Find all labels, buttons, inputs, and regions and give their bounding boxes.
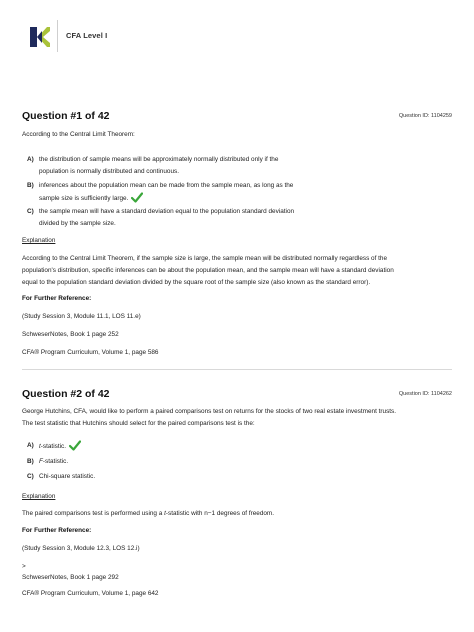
header-title: CFA Level I <box>66 31 108 40</box>
explanation-post: -statistic with n−1 degrees of freedom. <box>165 510 275 517</box>
correct-check-icon <box>131 192 143 203</box>
choice-c <box>27 206 357 230</box>
header-divider <box>57 20 58 52</box>
stem-line: George Hutchins, CFA, would like to perform a paired comparisons test on returns for the stocks of two real estate investment trusts. <box>22 408 397 415</box>
choice-b <box>27 456 357 468</box>
question-stem: According to the Central Limit Theorem: <box>22 131 135 138</box>
choice-text-line2: divided by the sample size. <box>39 220 116 227</box>
reference-line: SchweserNotes, Book 1 page 252 <box>22 331 119 338</box>
choice-rest: -statistic. <box>42 458 69 465</box>
question-id: Question ID: 1104259 <box>398 113 452 119</box>
further-reference-label: For Further Reference: <box>22 527 92 534</box>
choice-letter: C) <box>27 208 34 215</box>
reference-line: CFA® Program Curriculum, Volume 1, page 586 <box>22 349 159 356</box>
reference-line: SchweserNotes, Book 1 page 292 <box>22 574 119 581</box>
choice-b <box>27 180 357 205</box>
reference-line: (Study Session 3, Module 12.3, LOS 12.i) <box>22 545 140 552</box>
choice-text-line2: population is normally distributed and continuous. <box>39 168 179 175</box>
explanation-text <box>22 508 452 520</box>
choice-letter: A) <box>27 442 34 449</box>
choice-text-line1: inferences about the population mean can be made from the sample mean, as long as the <box>39 182 294 189</box>
further-reference-label: For Further Reference: <box>22 295 92 302</box>
choice-italic: t <box>39 443 41 450</box>
choice-letter: B) <box>27 182 34 189</box>
choice-a <box>27 154 357 178</box>
choice-text-line1: the sample mean will have a standard deviation equal to the population standard deviation <box>39 208 295 215</box>
reference-line: CFA® Program Curriculum, Volume 1, page 642 <box>22 590 159 597</box>
question-title: Question #2 of 42 <box>22 388 110 400</box>
question-separator <box>22 369 452 370</box>
reference-line: > <box>22 563 26 570</box>
choice-letter: B) <box>27 458 34 465</box>
choice-rest: -statistic. <box>40 443 66 450</box>
correct-check-icon <box>69 440 81 451</box>
choice-text <box>39 456 357 468</box>
question-stem <box>22 406 450 430</box>
choice-italic: F <box>39 458 43 465</box>
explanation-label: Explanation <box>22 493 56 500</box>
choice-a <box>27 440 357 453</box>
page-header <box>0 0 474 80</box>
explanation-label: Explanation <box>22 237 56 244</box>
choice-text: Chi-square statistic. <box>39 473 96 480</box>
question-2-header <box>22 388 452 404</box>
explanation-pre: The paired comparisons test is performed using a <box>22 510 165 517</box>
question-1-header <box>22 110 452 126</box>
choice-letter: C) <box>27 473 34 480</box>
reference-line: (Study Session 3, Module 11.1, LOS 11.e) <box>22 313 141 320</box>
stem-line: The test statistic that Hutchins should select for the paired comparisons test is the: <box>22 420 255 428</box>
explanation-text <box>22 253 450 290</box>
choice-text-line2-content: sample size is sufficiently large. <box>39 195 129 202</box>
question-id: Question ID: 1104262 <box>398 391 452 397</box>
choice-c <box>27 471 357 483</box>
choice-text-line1: the distribution of sample means will be approximately normally distributed only if the <box>39 156 279 163</box>
kaplan-logo-icon <box>30 27 50 47</box>
explanation-line: According to the Central Limit Theorem, if the sample size is large, the sample mean will be distributed normally regardless of the <box>22 255 388 262</box>
choice-text <box>39 440 357 453</box>
explanation-line: population's distribution, specific inferences can be about the population mean, and the sample mean will have a standard deviation <box>22 267 394 275</box>
explanation-italic: t <box>164 510 166 517</box>
choice-letter: A) <box>27 156 34 163</box>
choice-text-line2 <box>39 192 357 205</box>
explanation-line: equal to the population standard deviation divided by the square root of the sample size (also known as the standard error). <box>22 279 371 287</box>
question-title: Question #1 of 42 <box>22 110 110 122</box>
